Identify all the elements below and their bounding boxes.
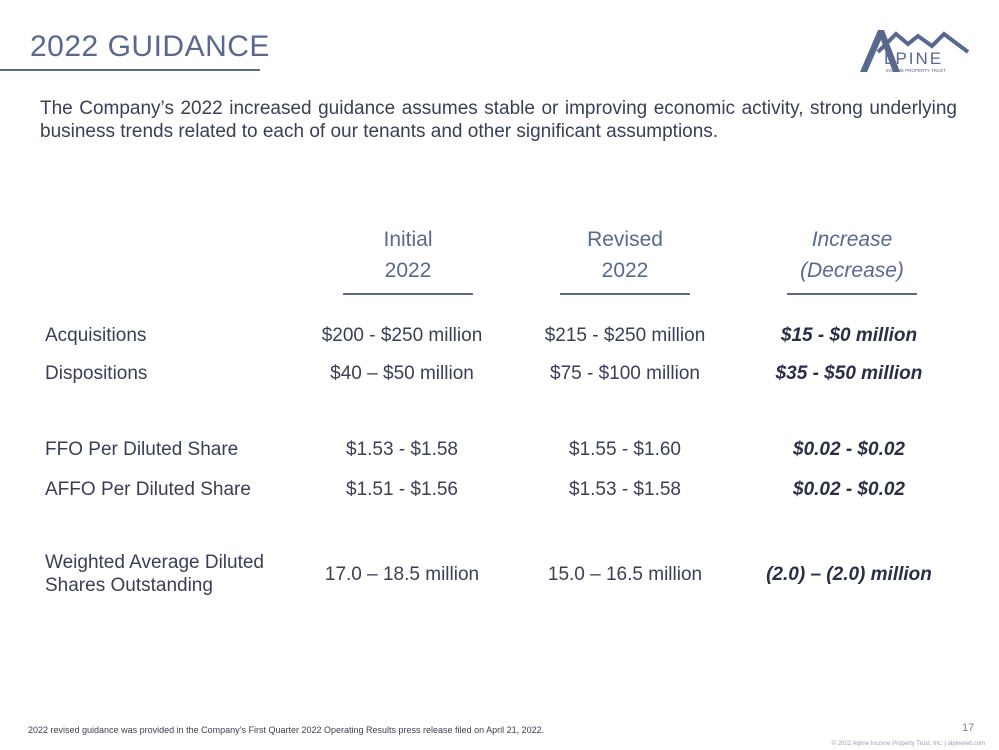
page-number: 17 <box>962 722 975 734</box>
cell-revised: $1.55 - $1.60 <box>569 439 681 460</box>
row-label-dispositions: Dispositions <box>45 363 148 384</box>
column-underline <box>787 293 917 295</box>
alpine-logo <box>856 22 976 78</box>
row-label-acquisitions: Acquisitions <box>45 325 147 346</box>
cell-revised: $215 - $250 million <box>544 325 706 346</box>
cell-initial: $40 – $50 million <box>330 363 474 384</box>
cell-change: $0.02 - $0.02 <box>793 479 905 500</box>
column-header-line: Increase <box>811 228 893 251</box>
cell-change: $35 - $50 million <box>775 363 923 384</box>
footnote: 2022 revised guidance was provided in the Company’s First Quarter 2022 Operating Results press release filed on April 21, 2022. <box>28 725 545 735</box>
cell-revised: $1.53 - $1.58 <box>569 479 681 500</box>
logo-subtext: INCOME PROPERTY TRUST <box>886 68 947 73</box>
column-header-line: 2022 <box>601 259 649 282</box>
row-label-line: Shares Outstanding <box>45 575 213 596</box>
cell-change: (2.0) – (2.0) million <box>766 564 932 585</box>
row-label-weighted-shares <box>45 551 264 597</box>
title-underline <box>0 69 260 71</box>
column-header-revised <box>545 224 705 286</box>
page-title: 2022 GUIDANCE <box>30 30 270 63</box>
column-header-change <box>772 224 932 286</box>
cell-initial: $1.53 - $1.58 <box>346 439 458 460</box>
row-label-line: Weighted Average Diluted <box>45 552 265 573</box>
cell-initial: $200 - $250 million <box>321 325 483 346</box>
column-underline <box>343 293 473 295</box>
intro-paragraph: The Company’s 2022 increased guidance assumes stable or improving economic activity, strong underlying business trends related to each of our tenants and other significant assumptions. <box>40 98 957 142</box>
row-label-affo: AFFO Per Diluted Share <box>45 479 251 500</box>
cell-revised: $75 - $100 million <box>550 363 700 384</box>
row-label-ffo: FFO Per Diluted Share <box>45 439 239 460</box>
column-header-line: Initial <box>383 228 433 251</box>
column-header-line: (Decrease) <box>800 259 904 282</box>
logo-wordmark: LPINE <box>884 49 944 68</box>
cell-change: $15 - $0 million <box>780 325 918 346</box>
cell-revised: 15.0 – 16.5 million <box>547 564 703 585</box>
cell-initial: $1.51 - $1.56 <box>346 479 458 500</box>
column-underline <box>560 293 690 295</box>
cell-change: $0.02 - $0.02 <box>793 439 905 460</box>
cell-initial: 17.0 – 18.5 million <box>324 564 480 585</box>
column-header-line: Revised <box>587 228 663 251</box>
mountain-logo-icon <box>856 22 976 78</box>
copyright-notice: © 2022 Alpine Income Property Trust, Inc. | alpinereit.com <box>831 741 985 747</box>
column-header-initial <box>328 224 488 286</box>
column-header-line: 2022 <box>384 259 432 282</box>
